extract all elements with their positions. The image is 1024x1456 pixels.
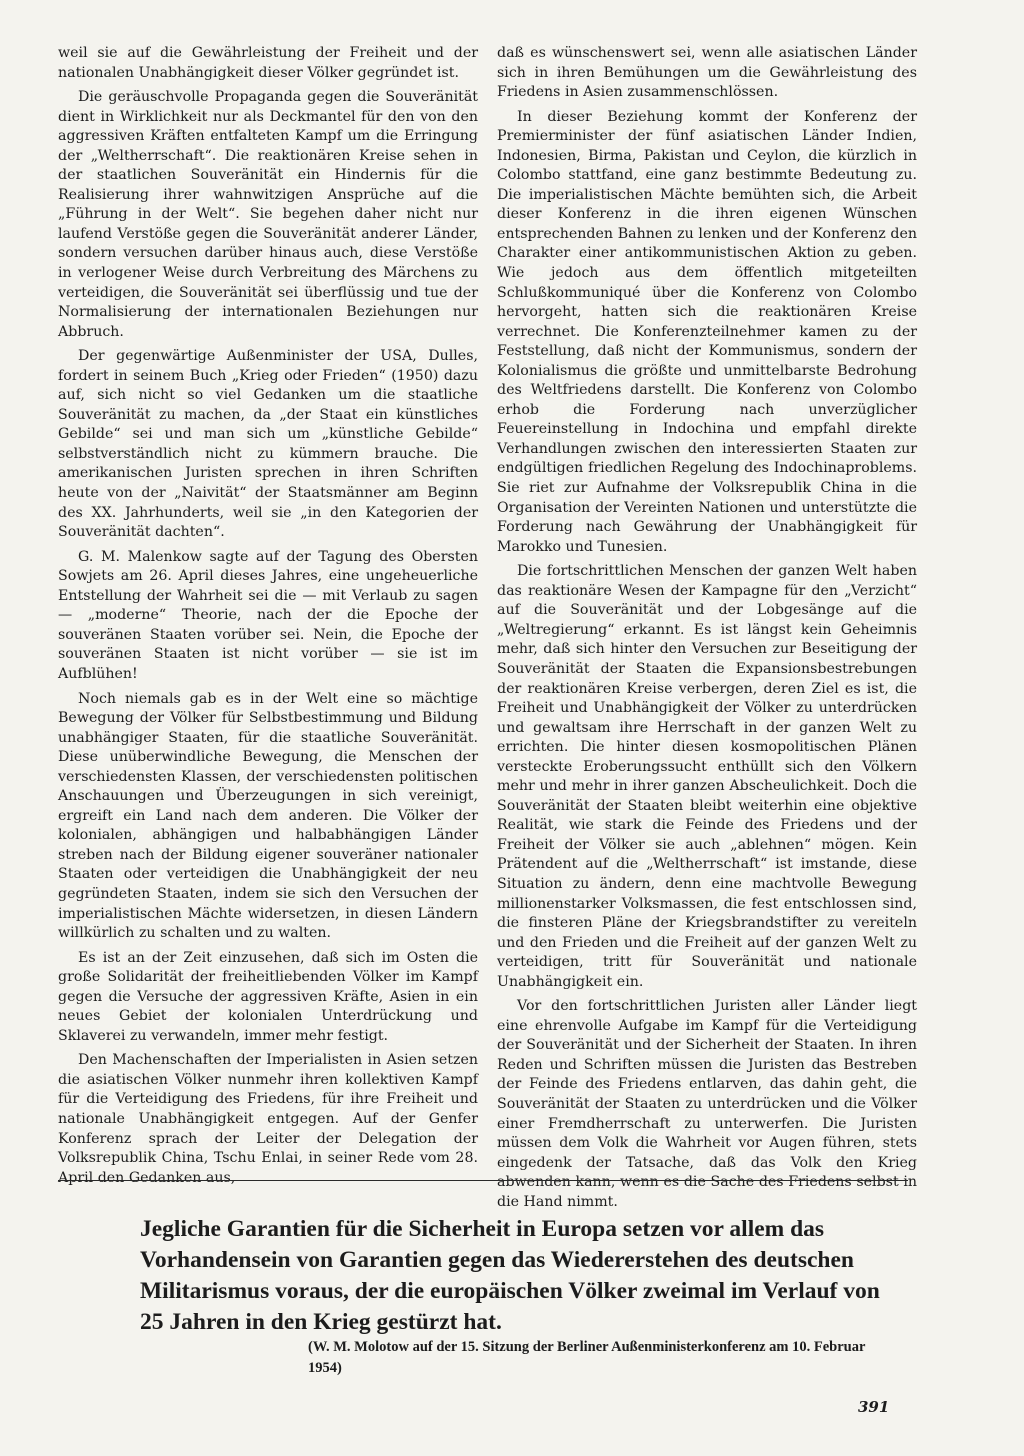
paragraph: Vor den fortschrittlichen Juristen aller Länder liegt eine ehrenvolle Aufgabe im Kampf für die Verteidigung der Souveränität und der Sicherheit der Staaten. In ihren Reden und Schriften müssen die Juristen das Bestreben der Feinde des Friedens entlarven, das dahin geht, die Souveränität der Staaten zu unterdrücken und die Völker einer Fremdherrschaft zu unterwerfen. Die Juristen müssen dem Volk die Wahrheit vor Augen führen, stets eingedenk der Tatsache, daß das Volk den Krieg abwenden kann, wenn es die Sache des Friedens selbst in die Hand nimmt. — [497, 998, 917, 1210]
paragraph: Der gegenwärtige Außenminister der USA, Dulles, fordert in seinem Buch „Krieg oder Frieden“ (1950) dazu auf, sich nicht so viel Gedanken um die staatliche Souveränität zu machen, da „der Staat ein künstliches Gebilde“ sei und man sich um „künstliche Gebilde“ selbstverständlich nicht zu kümmern brauche. Die amerikanischen Juristen sprechen in ihren Schriften heute von der „Naivität“ der Staatsmänner am Beginn des XX. Jahrhunderts, weil sie „in den Kategorien der Souveränität dachten“. — [58, 348, 478, 541]
page-number: 391 — [858, 1398, 890, 1416]
paragraph: Die fortschrittlichen Menschen der ganzen Welt haben das reaktionäre Wesen der Kampagne für den „Verzicht“ auf die Souveränität und der Lobgesänge auf die „Weltregierung“ erkannt. Es ist längst kein Geheimnis mehr, daß sich hinter den Versuchen zur Beseitigung der Souveränität der Staaten die Expansionsbestrebungen der reaktionären Kreise verbergen, deren Ziel es ist, die Freiheit und Unabhängigkeit der Völker zu unterdrücken und gewaltsam ihre Herrschaft in der ganzen Welt zu errichten. Die hinter diesen kosmopolitischen Plänen versteckte Eroberungssucht enthüllt sich den Völkern mehr und mehr in ihrer ganzen Abscheulichkeit. Doch die Souveränität der Staaten bleibt weiterhin eine objektive Realität, wie stark die Feinde des Friedens und der Freiheit der Völker sie auch „ablehnen“ mögen. Kein Prätendent auf die „Weltherrschaft“ ist imstande, diese Situation zu ändern, denn eine machtvolle Bewegung millionenstarker Volksmassen, die fest entschlossen sind, die finsteren Pläne der Kriegsbrandstifter zu vereiteln und den Frieden und die Freiheit auf der ganzen Welt zu verteidigen, tritt für Souveränität und nationale Unabhängigkeit ein. — [497, 563, 917, 990]
paragraph: Es ist an der Zeit einzusehen, daß sich im Osten die große Solidarität der freiheitliebenden Völker im Kampf gegen die Versuche der aggressiven Kräfte, Asien in ein neues Gebiet der kolonialen Unterdrückung und Sklaverei zu verwandeln, immer mehr festigt. — [58, 949, 478, 1044]
left-text-column — [58, 44, 478, 1193]
section-divider — [58, 1180, 908, 1181]
paragraph: daß es wünschenswert sei, wenn alle asiatischen Länder sich in ihren Bemühungen um die Gewährleistung des Friedens in Asien zusammenschlössen. — [497, 45, 917, 101]
paragraph: Die geräuschvolle Propaganda gegen die Souveränität dient in Wirklichkeit nur als Deckmantel für den von den aggressiven Kräften entfalteten Kampf um die Erringung der „Weltherrschaft“. Die reaktionären Kreise sehen in der staatlichen Souveränität ein Hindernis für die Realisierung ihrer wahnwitzigen Ansprüche auf die „Führung in der Welt“. Sie begehen daher nicht nur laufend Verstöße gegen die Souveränität anderer Länder, sondern versuchen darüber hinaus auch, diese Verstöße in verlogener Weise durch Verbreitung des Märchens zu verteidigen, die Souveränität sei überflüssig und tue der Normalisierung der internationalen Beziehungen nur Abbruch. — [58, 89, 478, 340]
paragraph: G. M. Malenkow sagte auf der Tagung des Obersten Sowjets am 26. April dieses Jahres, eine ungeheuerliche Entstellung der Wahrheit sei die — mit Verlaub zu sagen — „moderne“ Theorie, nach der die Epoche der souveränen Staaten vorüber sei. Nein, die Epoche der souveränen Staaten ist nicht vorüber — sie ist im Aufblühen! — [58, 548, 478, 682]
pull-quote: Jegliche Garantien für die Sicherheit in Europa setzen vor allem das Vorhandensein von Garantien gegen das Wiedererstehen des deutschen Militarismus voraus, der die europäischen Völker zweimal im Verlauf von 25 Jahren in den Krieg gestürzt hat. — [140, 1216, 880, 1335]
paragraph: In dieser Beziehung kommt der Konferenz der Premierminister der fünf asiatischen Länder Indien, Indonesien, Birma, Pakistan und Ceylon, die kürzlich in Colombo stattfand, eine ganz bestimmte Bedeutung zu. Die imperialistischen Mächte bemühten sich, die Arbeit dieser Konferenz in die ihren eigenen Wünschen entsprechenden Bahnen zu lenken und der Konferenz den Charakter einer antikommunistischen Aktion zu geben. Wie jedoch aus dem öffentlich mitgeteilten Schlußkommuniqué über die Konferenz von Colombo hervorgeht, hatten sich die reaktionären Kreise verrechnet. Die Konferenzteilnehmer kamen zu der Feststellung, daß nicht der Kommunismus, sondern der Kolonialismus die größte und unmittelbarste Bedrohung des Weltfriedens darstellt. Die Konferenz von Colombo erhob die Forderung nach unverzüglicher Feuereinstellung in Indochina und empfahl direkte Verhandlungen zwischen den interessierten Staaten zur endgültigen friedlichen Regelung des Indochinaproblems. Sie riet zur Aufnahme der Volksrepublik China in die Organisation der Vereinten Nationen und unterstützte die Forderung nach Gewährung der Unabhängigkeit für Marokko und Tunesien. — [497, 108, 917, 555]
paragraph: Noch niemals gab es in der Welt eine so mächtige Bewegung der Völker für Selbstbestimmung und Bildung unabhängiger Staaten, für die staatliche Souveränität. Diese unüberwindliche Bewegung, die Menschen der verschiedensten Klassen, der verschiedensten politischen Anschauungen und Überzeugungen in sich vereinigt, ergreift ein Land nach dem anderen. Die Völker der kolonialen, abhängigen und halbabhängigen Länder streben nach der Bildung eigener souveräner nationaler Staaten oder verteidigen die Unabhängigkeit der neu gegründeten Staaten, indem sie sich den Versuchen der imperialistischen Mächte widersetzen, in diesen Ländern willkürlich zu schalten und zu walten. — [58, 690, 478, 942]
paragraph: weil sie auf die Gewährleistung der Freiheit und der nationalen Unabhängigkeit dieser Völker gegründet ist. — [58, 45, 478, 81]
quote-source: (W. M. Molotow auf der 15. Sitzung der Berliner Außenministerkonferenz am 10. Februar 1954) — [308, 1339, 866, 1376]
paragraph: Den Machenschaften der Imperialisten in Asien setzen die asiatischen Völker nunmehr ihren kollektiven Kampf für die Verteidigung des Friedens, für ihre Freiheit und nationale Unabhängigkeit entgegen. Auf der Genfer Konferenz sprach der Leiter der Delegation der Volksrepublik China, Tschu Enlai, in seiner Rede vom 28. April den Gedanken aus, — [58, 1052, 478, 1186]
right-text-column — [497, 44, 917, 1217]
